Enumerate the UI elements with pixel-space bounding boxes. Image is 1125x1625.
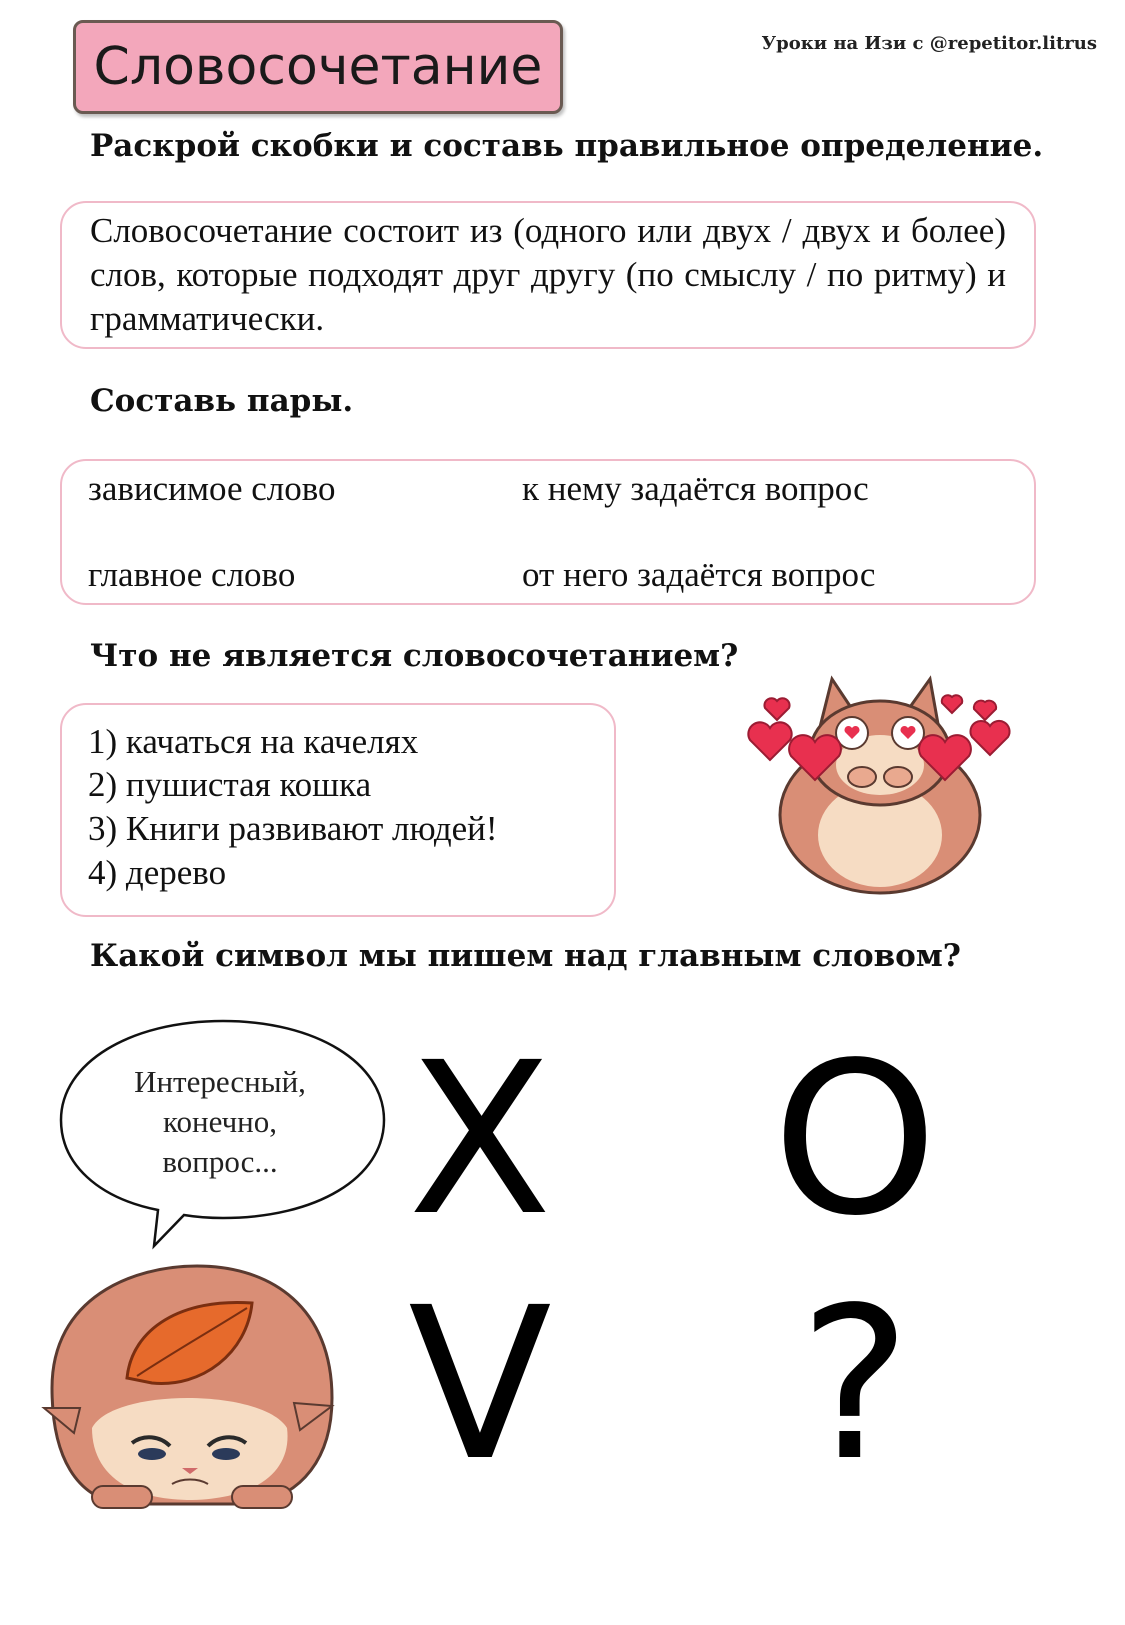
option-3: 3) Книги развивают людей! [88, 809, 498, 848]
task2-heading: Составь пары. [90, 383, 354, 419]
pairs-box [60, 459, 1036, 605]
options-box [60, 703, 616, 917]
author-credit: Уроки на Изи с @repetitor.litrus [761, 33, 1097, 54]
symbol-x: X [408, 1017, 552, 1262]
task3-heading: Что не является словосочетанием? [90, 638, 739, 674]
task1-heading: Раскрой скобки и составь правильное определение. [90, 128, 1044, 164]
option-4: 4) дерево [88, 853, 227, 892]
symbol-o: O [772, 1017, 938, 1262]
pair-right-2: от него задаётся вопрос [522, 555, 876, 594]
bubble-line-3: вопрос... [162, 1144, 278, 1179]
grumpy-cat-with-leaf-icon [32, 1258, 342, 1513]
bubble-line-1: Интересный, [134, 1064, 306, 1099]
page-title: Словосочетание [73, 20, 563, 114]
symbol-v: V [408, 1262, 552, 1507]
option-2: 2) пушистая кошка [88, 765, 372, 804]
pair-left-1: зависимое слово [88, 469, 336, 508]
pair-left-2: главное слово [88, 555, 296, 594]
task4-heading: Какой символ мы пишем над главным словом? [90, 938, 961, 974]
definition-text: Словосочетание состоит из (одного или двух / двух и более) слов, которые подходят друг другу (по смыслу / по ритму) и грамматически. [90, 211, 1006, 338]
speech-bubble-text [92, 1062, 348, 1182]
definition-box [60, 201, 1036, 349]
symbol-question: ? [799, 1262, 911, 1507]
option-1: 1) качаться на качелях [88, 722, 419, 761]
pair-right-1: к нему задаётся вопрос [522, 469, 869, 508]
cat-with-hearts-icon [740, 665, 1030, 905]
bubble-line-2: конечно, [163, 1104, 277, 1139]
